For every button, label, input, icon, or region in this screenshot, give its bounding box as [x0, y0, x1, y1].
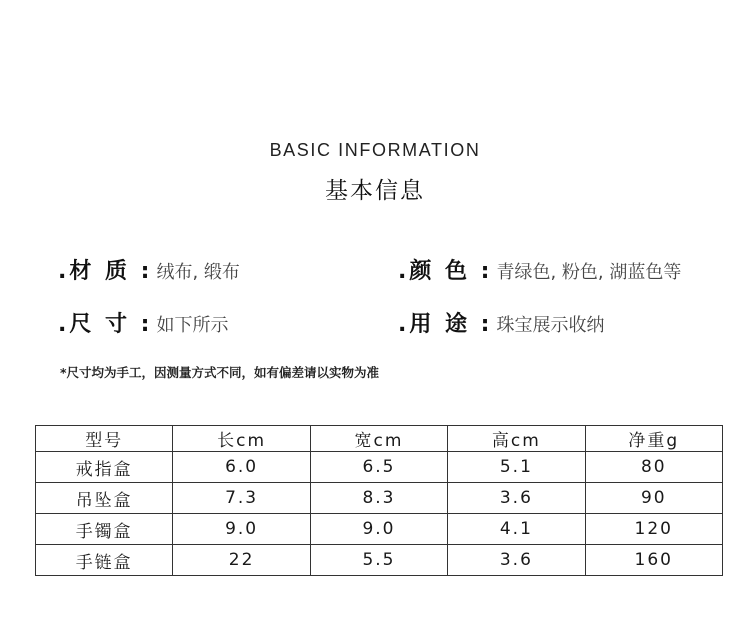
column-header-length: 长cm [173, 426, 310, 452]
cell-weight: 80 [585, 452, 722, 483]
cell-width: 8.3 [310, 483, 447, 514]
measurement-note: *尺寸均为手工，因测量方式不同，如有偏差请以实物为准 [60, 365, 380, 380]
spec-material-label: .材 质 : [58, 259, 153, 284]
cell-length: 22 [173, 545, 310, 576]
cell-height: 5.1 [448, 452, 585, 483]
section-title-en: BASIC INFORMATION [269, 140, 481, 160]
cell-length: 9.0 [173, 514, 310, 545]
section-title-cn: 基本信息 [325, 178, 425, 204]
spec-color [398, 254, 681, 285]
cell-weight: 120 [585, 514, 722, 545]
cell-model: 戒指盒 [36, 452, 173, 483]
table-row [36, 452, 723, 483]
cell-length: 7.3 [173, 483, 310, 514]
cell-weight: 90 [585, 483, 722, 514]
column-header-width: 宽cm [310, 426, 447, 452]
cell-weight: 160 [585, 545, 722, 576]
spec-usage-label: .用 途 : [398, 312, 493, 337]
table-row [36, 483, 723, 514]
table-row [36, 545, 723, 576]
spec-color-label: .颜 色 : [398, 259, 493, 284]
column-header-weight: 净重g [585, 426, 722, 452]
column-header-model: 型号 [36, 426, 173, 452]
spec-size-label: .尺 寸 : [58, 312, 153, 337]
cell-height: 4.1 [448, 514, 585, 545]
spec-size [58, 307, 228, 338]
spec-size-value: 如下所示 [156, 315, 229, 336]
cell-model: 手镯盒 [36, 514, 173, 545]
dimensions-table [35, 425, 723, 576]
cell-model: 手链盒 [36, 545, 173, 576]
table-row [36, 514, 723, 545]
cell-length: 6.0 [173, 452, 310, 483]
spec-usage [398, 307, 604, 338]
cell-width: 5.5 [310, 545, 447, 576]
column-header-height: 高cm [448, 426, 585, 452]
cell-height: 3.6 [448, 545, 585, 576]
spec-usage-value: 珠宝展示收纳 [496, 315, 605, 336]
cell-width: 6.5 [310, 452, 447, 483]
cell-height: 3.6 [448, 483, 585, 514]
cell-model: 吊坠盒 [36, 483, 173, 514]
spec-material [58, 254, 240, 285]
cell-width: 9.0 [310, 514, 447, 545]
spec-color-value: 青绿色, 粉色, 湖蓝色等 [496, 262, 682, 283]
spec-material-value: 绒布, 缎布 [156, 262, 240, 283]
table-header-row [36, 426, 723, 452]
